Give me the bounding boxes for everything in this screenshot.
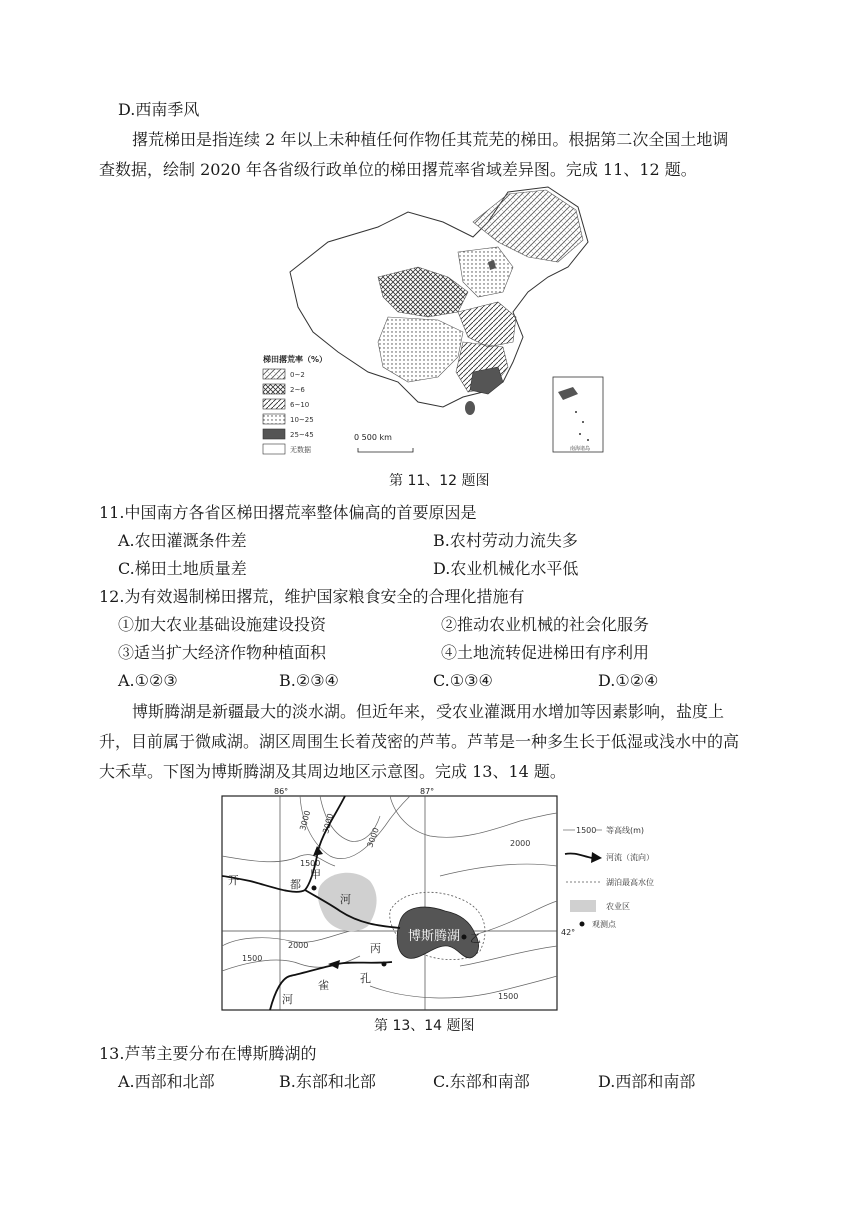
legend-contour-sample: 1500 xyxy=(576,826,597,835)
contour-label-5: 1500 xyxy=(300,859,321,868)
legend-swatch-6-10 xyxy=(263,399,285,409)
intro2-line2: 升，目前属于微咸湖。湖区周围生长着茂密的芦苇。芦苇是一种多生长于低湿或浅水中的高 xyxy=(99,732,740,751)
q11-option-b[interactable]: B.农村劳动力流失多 xyxy=(433,531,578,550)
legend-contour: 等高线(m) xyxy=(606,826,645,835)
legend-agri-swatch xyxy=(570,900,596,912)
lon-label-87: 87° xyxy=(420,787,435,796)
q11-option-a[interactable]: A.农田灌溉条件差 xyxy=(118,531,247,550)
lon-label-86: 86° xyxy=(274,787,289,796)
river-char-du: 都 xyxy=(290,878,301,891)
observation-point-bing xyxy=(382,962,387,967)
observation-point-jia xyxy=(312,886,317,891)
contour-label-7: 1500 xyxy=(242,954,263,963)
q12-statement-1: ①加大农业基础设施建设投资 xyxy=(118,615,327,634)
inset-label: 南海诸岛 xyxy=(570,446,591,452)
q13-stem: 13.芦苇主要分布在博斯腾湖的 xyxy=(99,1044,317,1063)
legend-max-level: 湖泊最高水位 xyxy=(606,878,654,887)
river-char-kai: 开 xyxy=(228,874,239,887)
q12-stem: 12.为有效遏制梯田撂荒，维护国家粮食安全的合理化措施有 xyxy=(99,587,525,606)
contour-label-1: 3000 xyxy=(298,809,313,832)
legend-swatch-10-25 xyxy=(263,414,285,424)
lake-label: 博斯腾湖 xyxy=(408,929,461,944)
q12-statement-2: ②推动农业机械的社会化服务 xyxy=(441,615,650,634)
legend-label-5: 无数据 xyxy=(290,446,311,454)
intro1-line1: 撂荒梯田是指连续 2 年以上未种植任何作物任其荒芜的梯田。根据第二次全国土地调 xyxy=(132,130,729,149)
legend-label-0: 0~2 xyxy=(290,371,305,379)
map2-frame xyxy=(222,796,557,1010)
lat-label-42: 42° xyxy=(561,928,576,937)
q12-option-a[interactable]: A.①②③ xyxy=(118,671,178,690)
river-char-que: 雀 xyxy=(318,979,329,992)
legend-label-2: 6~10 xyxy=(290,401,310,409)
contour-label-8: 1500 xyxy=(498,992,519,1001)
q12-option-c[interactable]: C.①③④ xyxy=(433,671,493,690)
q13-option-a[interactable]: A.西部和北部 xyxy=(118,1072,215,1091)
scale-bar xyxy=(358,448,413,452)
map1-caption: 第 11、12 题图 xyxy=(389,473,490,489)
intro2-line1: 博斯腾湖是新疆最大的淡水湖。但近年来，受农业灌溉用水增加等因素影响，盐度上 xyxy=(132,702,725,721)
q13-option-d[interactable]: D.西部和南部 xyxy=(598,1072,696,1091)
q13-option-c[interactable]: C.东部和南部 xyxy=(433,1072,530,1091)
river-char-kong: 孔 xyxy=(360,972,371,985)
scale-label: 0 500 km xyxy=(354,433,392,442)
intro1-line2: 查数据，绘制 2020 年各省级行政单位的梯田撂荒率省域差异图。完成 11、12 题。 xyxy=(99,160,697,179)
map1-legend-title: 梯田撂荒率（%） xyxy=(263,355,328,364)
river-char-he-2: 河 xyxy=(282,993,293,1006)
legend-label-3: 10~25 xyxy=(290,416,314,424)
point-label-bing: 丙 xyxy=(370,942,381,955)
contour-label-2: 3000 xyxy=(321,812,336,835)
legend-point: 观测点 xyxy=(592,920,616,929)
contour-label-3: 3000 xyxy=(365,826,381,849)
q13-option-b[interactable]: B.东部和北部 xyxy=(279,1072,376,1091)
q10-option-d: D.西南季风 xyxy=(118,100,200,119)
contour-label-4: 2000 xyxy=(510,839,531,848)
point-label-yi: 乙 xyxy=(470,932,481,945)
legend-swatch-2-6 xyxy=(263,384,285,394)
observation-point-yi xyxy=(462,935,467,940)
intro2-line3: 大禾草。下图为博斯腾湖及其周边地区示意图。完成 13、14 题。 xyxy=(99,762,566,781)
q11-option-d[interactable]: D.农业机械化水平低 xyxy=(433,559,579,578)
legend-swatch-25-45 xyxy=(263,429,285,439)
q12-option-b[interactable]: B.②③④ xyxy=(279,671,339,690)
q11-stem: 11.中国南方各省区梯田撂荒率整体偏高的首要原因是 xyxy=(99,503,477,522)
legend-label-4: 25~45 xyxy=(290,431,314,439)
legend-swatch-0-2 xyxy=(263,369,285,379)
bosten-lake-map xyxy=(220,786,690,1014)
contour-label-6: 2000 xyxy=(288,941,309,950)
legend-swatch-no-data xyxy=(263,444,285,454)
map2-caption: 第 13、14 题图 xyxy=(374,1018,475,1034)
q12-statement-3: ③适当扩大经济作物种植面积 xyxy=(118,643,327,662)
q12-statement-4: ④土地流转促进梯田有序利用 xyxy=(441,643,650,662)
q11-option-c[interactable]: C.梯田土地质量差 xyxy=(118,559,247,578)
legend-label-1: 2~6 xyxy=(290,386,305,394)
point-label-jia: 甲 xyxy=(310,868,321,881)
legend-river: 河流（流向） xyxy=(606,853,654,862)
china-terraced-field-map xyxy=(258,182,618,464)
river-char-he-1: 河 xyxy=(340,893,351,906)
q12-option-d[interactable]: D.①②④ xyxy=(598,671,659,690)
legend-agri: 农业区 xyxy=(606,902,630,911)
